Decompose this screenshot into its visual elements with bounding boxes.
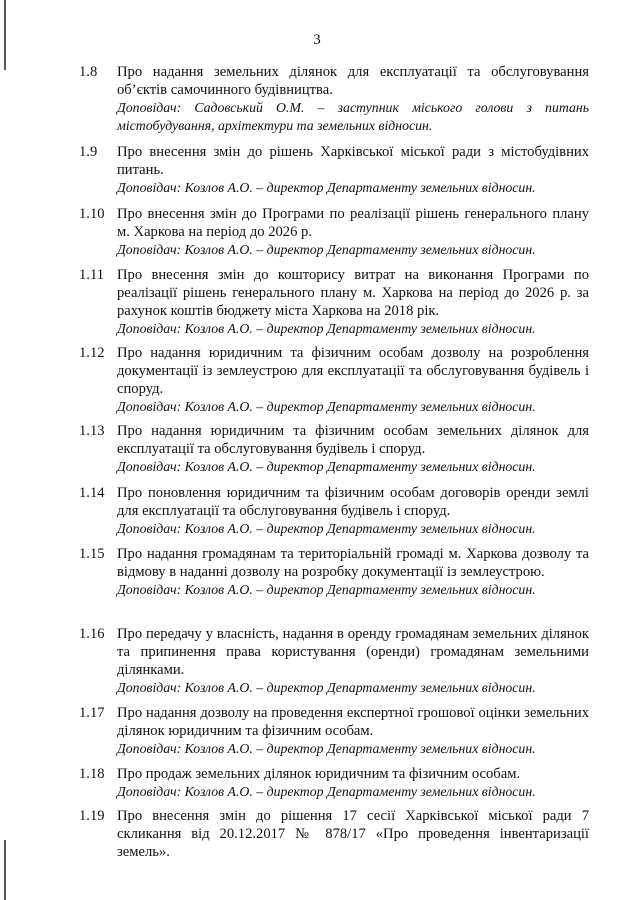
agenda-item-title: Про внесення змін до Програми по реалізації рішень генерального плану м. Харкова на період до 2026 р. — [117, 206, 589, 240]
agenda-item-title: Про продаж земельних ділянок юридичним та фізичним особам. — [117, 766, 521, 782]
agenda-item-number: 1.14 — [79, 485, 105, 501]
agenda-item-title: Про внесення змін до рішення 17 сесії Харківської міської ради 7 скликання від 20.12.2017 № 878/17 «Про проведення інвентаризації земель». — [117, 808, 589, 860]
agenda-item-title: Про передачу у власність, надання в оренду громадянам земельних ділянок та припинення права користування (оренди) громадянам земельними ділянками. — [117, 626, 589, 678]
page-number: 3 — [313, 32, 321, 48]
agenda-item-number: 1.11 — [79, 267, 104, 283]
agenda-item-speaker: Доповідач: Козлов А.О. – директор Департаменту земельних відносин. — [117, 399, 536, 414]
agenda-item-title: Про надання земельних ділянок для експлуатації та обслуговування об’єктів самочинного будівництва. — [117, 64, 589, 98]
agenda-item-title: Про надання юридичним та фізичним особам земельних ділянок для експлуатації та обслуговування будівель і споруд. — [117, 423, 589, 457]
agenda-item-speaker: Доповідач: Козлов А.О. – директор Департаменту земельних відносин. — [117, 521, 536, 536]
agenda-item-title: Про внесення змін до кошторису витрат на виконання Програми по реалізації рішень генерального плану м. Харкова на період до 2026 р. за рахунок коштів бюджету міста Харкова на 2018 рік. — [117, 267, 589, 319]
agenda-item-speaker: Доповідач: Козлов А.О. – директор Департаменту земельних відносин. — [117, 784, 536, 799]
agenda-item-number: 1.15 — [79, 546, 105, 562]
agenda-item-number: 1.17 — [79, 705, 105, 721]
agenda-item-title: Про внесення змін до рішень Харківської міської ради з містобудівних питань. — [117, 144, 589, 178]
agenda-item-speaker: Доповідач: Козлов А.О. – директор Департаменту земельних відносин. — [117, 741, 536, 756]
agenda-item-number: 1.16 — [79, 626, 105, 642]
agenda-item-speaker: Доповідач: Садовський О.М. – заступник міського голови з питань містобудування, архітектури та земельних відносин. — [117, 100, 589, 133]
agenda-item-speaker: Доповідач: Козлов А.О. – директор Департаменту земельних відносин. — [117, 459, 536, 474]
agenda-item-number: 1.18 — [79, 766, 105, 782]
agenda-item-speaker: Доповідач: Козлов А.О. – директор Департаменту земельних відносин. — [117, 180, 536, 195]
agenda-item-title: Про поновлення юридичним та фізичним особам договорів оренди землі для експлуатації та обслуговування будівель і споруд. — [117, 485, 589, 519]
scan-edge-mark — [4, 840, 6, 900]
agenda-item-number: 1.9 — [79, 144, 98, 160]
agenda-item-title: Про надання громадянам та територіальній громаді м. Харкова дозволу та відмову в наданні дозволу на розробку документації із землеустрою. — [117, 546, 589, 580]
agenda-item-speaker: Доповідач: Козлов А.О. – директор Департаменту земельних відносин. — [117, 321, 536, 336]
agenda-item-number: 1.10 — [79, 206, 105, 222]
agenda-item-number: 1.8 — [79, 64, 98, 80]
agenda-item-speaker: Доповідач: Козлов А.О. – директор Департаменту земельних відносин. — [117, 680, 536, 695]
agenda-item-speaker: Доповідач: Козлов А.О. – директор Департаменту земельних відносин. — [117, 582, 536, 597]
agenda-item-title: Про надання дозволу на проведення експертної грошової оцінки земельних ділянок юридичним та фізичним особам. — [117, 705, 589, 739]
agenda-item-number: 1.13 — [79, 423, 105, 439]
agenda-item-number: 1.19 — [79, 808, 105, 824]
agenda-item-speaker: Доповідач: Козлов А.О. – директор Департаменту земельних відносин. — [117, 242, 536, 257]
agenda-item-number: 1.12 — [79, 345, 105, 361]
agenda-item-title: Про надання юридичним та фізичним особам дозволу на розроблення документації із землеустрою для експлуатації та обслуговування будівель і споруд. — [117, 345, 589, 397]
